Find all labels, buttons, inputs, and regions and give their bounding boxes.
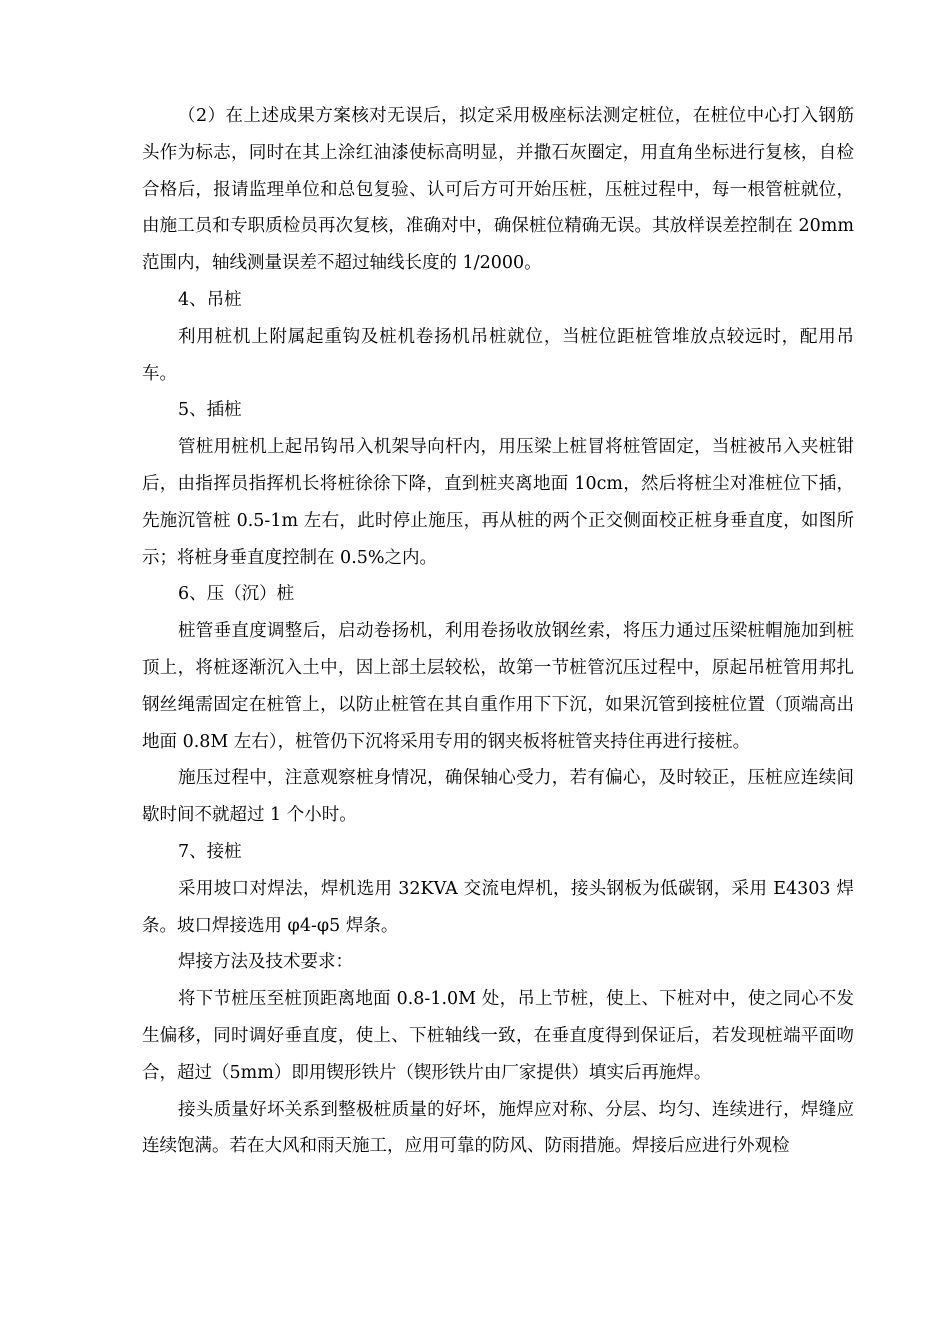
paragraph-welding-procedure: 将下节桩压至桩顶距离地面 0.8-1.0M 处，吊上节桩，使上、下桩对中，使之同心不发生偏移，同时调好垂直度，使上、下桩轴线一致，在垂直度得到保证后，若发现桩端平面吻合，超过（5mm）即用锲形铁片（锲形铁片由厂家提供）填实后再施焊。 [142,989,854,1083]
paragraph-pile-layout-check: （2）在上述成果方案核对无误后，拟定采用极座标法测定桩位，在桩位中心打入钢筋头作为标志，同时在其上涂红油漆使标高明显，并撒石灰圈定，用直角坐标进行复核，自检合格后，报请监理单位和总包复验、认可后方可开始压桩，压桩过程中，每一根管桩就位，由施工员和专职质检员再次复核，准确对中，确保桩位精确无误。其放样误差控制在 20mm 范围内，轴线测量误差不超过轴线长度的 1/2000。 [142,106,854,274]
heading-welding-requirements: 焊接方法及技术要求： [178,952,353,973]
heading-pressing-pile: 6、压（沉）桩 [178,584,295,605]
paragraph-pressing-pile: 桩管垂直度调整后，启动卷扬机，利用卷扬收放钢丝索，将压力通过压梁桩帽施加到桩顶上，将桩逐渐沉入土中，因上部土层较松，故第一节桩管沉压过程中，原起吊桩管用邦扎钢丝绳需固定在桩管上，以防止桩管在其自重作用下下沉，如果沉管到接桩位置（顶端高出地面 0.8M 左右），桩管仍下沉将采用专用的钢夹板将桩管夹持住再进行接桩。 [142,621,854,752]
paragraph-joint-quality: 接头质量好坏关系到整极桩质量的好坏，施焊应对称、分层、均匀、连续进行，焊缝应连续饱满。若在大风和雨天施工，应用可靠的防风、防雨措施。焊接后应进行外观检 [142,1099,854,1157]
paragraph-lifting-pile: 利用桩机上附属起重钩及桩机卷扬机吊桩就位，当桩位距桩管堆放点较远时，配用吊车。 [142,326,854,384]
document-body [142,98,854,1165]
paragraph-pressing-observation: 施压过程中，注意观察桩身情况，确保轴心受力，若有偏心，及时较正，压桩应连续间歇时间不就超过 1 个小时。 [142,768,854,826]
paragraph-welding-method: 采用坡口对焊法，焊机选用 32KVA 交流电焊机，接头钢板为低碳钢，采用 E4303 焊条。坡口焊接选用 φ4-φ5 焊条。 [142,878,854,936]
heading-joining-pile: 7、接桩 [178,841,242,862]
heading-inserting-pile: 5、插桩 [178,400,242,421]
heading-lifting-pile: 4、吊桩 [178,289,242,310]
paragraph-inserting-pile: 管桩用桩机上起吊钩吊入机架导向杆内，用压梁上桩冒将桩管固定，当桩被吊入夹桩钳后，由指挥员指挥机长将桩徐徐下降，直到桩夹离地面 10cm，然后将桩尘对准桩位下插，先施沉管桩 0.5-1m 左右，此时停止施压，再从桩的两个正交侧面校正桩身垂直度，如图所示；将桩身垂直度控制在 0.5%之内。 [142,437,854,568]
